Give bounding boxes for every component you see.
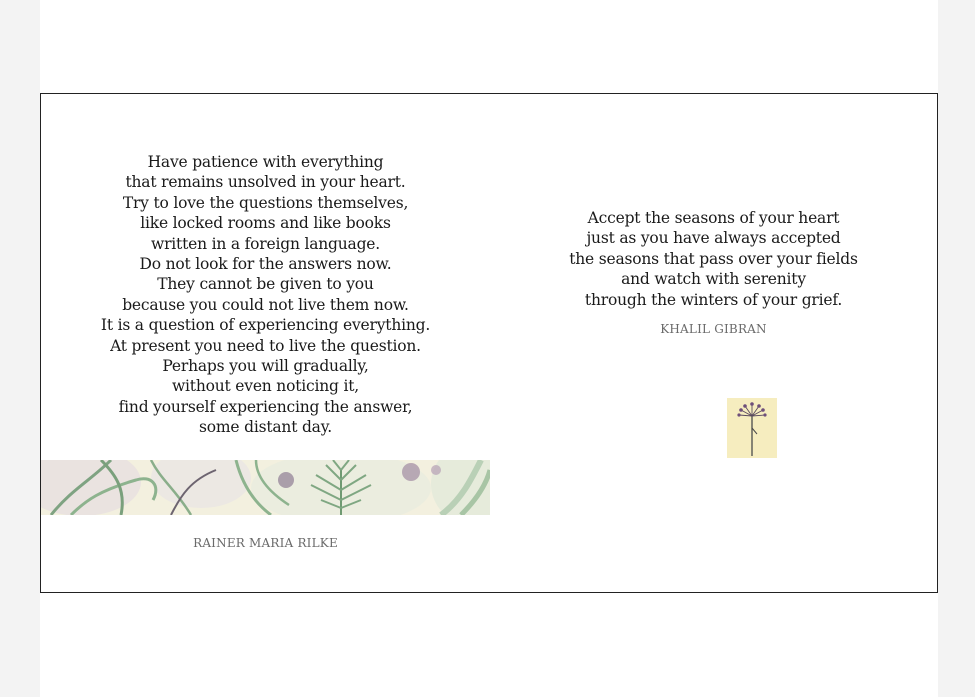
gibran-quote: [490, 208, 937, 310]
left-page: [41, 94, 490, 592]
quote-line: Have patience with everything: [147, 153, 384, 171]
rilke-author: RAINER MARIA RILKE: [193, 536, 338, 550]
book-spread: [40, 93, 938, 593]
quote-line: the seasons that pass over your fields: [569, 249, 858, 268]
quote-line: At present you need to live the question.: [110, 336, 421, 355]
quote-line: without even noticing it,: [171, 377, 359, 396]
quote-line: that remains unsolved in your heart.: [125, 173, 406, 192]
quote-line: because you could not live them now.: [122, 295, 409, 314]
quote-line: written in a foreign language.: [151, 234, 380, 253]
dandelion-flower-icon: [727, 398, 777, 458]
gibran-author: KHALIL GIBRAN: [660, 322, 767, 336]
rilke-quote: [41, 152, 490, 438]
quote-line: some distant day.: [199, 418, 332, 437]
quote-line: Perhaps you will gradually,: [162, 357, 369, 376]
quote-line: Do not look for the answers now.: [139, 255, 392, 274]
quote-line: Accept the seasons of your heart: [587, 209, 840, 227]
quote-line: just as you have always accepted: [586, 229, 841, 248]
quote-line: It is a question of experiencing everything.: [100, 316, 431, 335]
quote-line: like locked rooms and like books: [140, 214, 391, 233]
quote-line: They cannot be given to you: [157, 275, 374, 294]
right-page: [490, 94, 937, 592]
quote-line: find yourself experiencing the answer,: [118, 397, 413, 416]
quote-line: and watch with serenity: [621, 270, 806, 289]
botanical-watercolor-band: [41, 460, 490, 515]
quote-line: Try to love the questions themselves,: [122, 193, 409, 212]
quote-line: through the winters of your grief.: [584, 290, 843, 309]
